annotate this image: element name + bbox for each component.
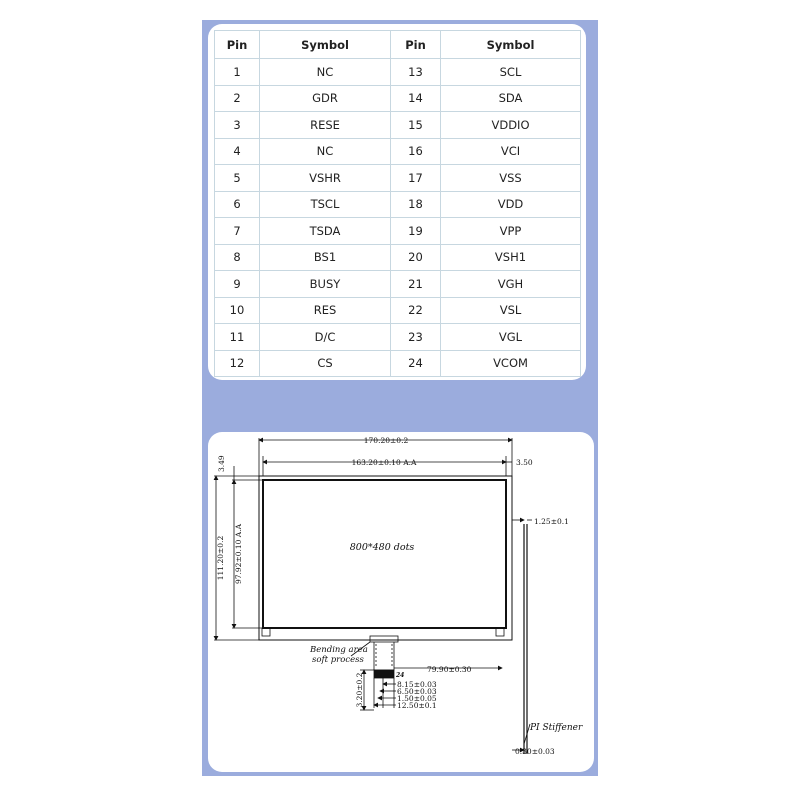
- pin-symbol-cell: GDR: [260, 85, 391, 112]
- pin-table-row: [215, 297, 581, 324]
- fpc-tail: [374, 642, 394, 670]
- panel-outline: [259, 476, 512, 640]
- pin-number-cell: 24: [391, 350, 441, 377]
- pin-number-cell: 3: [215, 112, 260, 139]
- pin-table-row: [215, 191, 581, 218]
- pin-number-cell: 11: [215, 324, 260, 351]
- pin-symbol-cell: RESE: [260, 112, 391, 139]
- dim-outer-height-text: 111.20±0.2: [216, 535, 225, 581]
- bending-label-line2: soft process: [312, 655, 364, 665]
- resolution-label: 800*480 dots: [349, 542, 415, 553]
- dim-fpc-1-text: 8.15±0.03: [397, 680, 437, 689]
- pin-table-row: [215, 59, 581, 86]
- stiffener-label: PI Stiffener: [530, 723, 583, 733]
- pin-table-row: [215, 244, 581, 271]
- pin-symbol-cell: VGL: [441, 324, 581, 351]
- header-pin: Pin: [215, 31, 260, 59]
- dim-outer-width-text: 170.20±0.2: [363, 436, 409, 445]
- pin-symbol-cell: BS1: [260, 244, 391, 271]
- pin-symbol-cell: VSHR: [260, 165, 391, 192]
- fpc-connector: [374, 670, 394, 678]
- pin-number-cell: 17: [391, 165, 441, 192]
- pin-symbol-cell: RES: [260, 297, 391, 324]
- pin-number-cell: 14: [391, 85, 441, 112]
- pin-symbol-cell: D/C: [260, 324, 391, 351]
- pin-table-row: [215, 138, 581, 165]
- dim-right-offset-text: 3.50: [516, 458, 533, 467]
- dim-top-offset-text: 3.49: [217, 455, 226, 472]
- pin-number-cell: 16: [391, 138, 441, 165]
- header-pin: Pin: [391, 31, 441, 59]
- pin-number-cell: 18: [391, 191, 441, 218]
- active-area-outline: [263, 480, 506, 628]
- dim-fpc-offset-text: 79.90±0.30: [427, 665, 472, 674]
- pin-number-cell: 6: [215, 191, 260, 218]
- pin-table-row: [215, 350, 581, 377]
- corner-mark: [496, 628, 504, 636]
- pin-symbol-cell: VCOM: [441, 350, 581, 377]
- pin-number-cell: 19: [391, 218, 441, 245]
- pin-symbol-cell: VSL: [441, 297, 581, 324]
- pin-table-card: [208, 24, 586, 380]
- pin-number-cell: 9: [215, 271, 260, 298]
- pin-table-row: [215, 165, 581, 192]
- pin-table-row: [215, 218, 581, 245]
- pin-number-cell: 20: [391, 244, 441, 271]
- pin-number-cell: 22: [391, 297, 441, 324]
- dimension-drawing: [208, 432, 594, 772]
- pin-symbol-cell: SDA: [441, 85, 581, 112]
- bending-label-line1: Bending area: [310, 645, 368, 655]
- pin-number-cell: 7: [215, 218, 260, 245]
- pin-number-cell: 4: [215, 138, 260, 165]
- dim-fpc-4-text: 12.50±0.1: [397, 701, 437, 710]
- pin-number-cell: 10: [215, 297, 260, 324]
- pin-symbol-cell: TSDA: [260, 218, 391, 245]
- pin-table-row: [215, 324, 581, 351]
- pin-symbol-cell: CS: [260, 350, 391, 377]
- pin-symbol-cell: VCI: [441, 138, 581, 165]
- pin-table-header: [215, 31, 581, 59]
- dim-fpc-3-text: 1.50±0.05: [397, 694, 437, 703]
- header-symbol: Symbol: [260, 31, 391, 59]
- pin-number-cell: 1: [215, 59, 260, 86]
- fpc-tail-inner: [376, 644, 392, 668]
- pin-number-cell: 5: [215, 165, 260, 192]
- pin-symbol-cell: SCL: [441, 59, 581, 86]
- pin-symbol-cell: VDD: [441, 191, 581, 218]
- pin-number-cell: 2: [215, 85, 260, 112]
- pin-symbol-cell: TSCL: [260, 191, 391, 218]
- pin-number-cell: 23: [391, 324, 441, 351]
- pin-table-row: [215, 271, 581, 298]
- pin-symbol-cell: VGH: [441, 271, 581, 298]
- header-symbol: Symbol: [441, 31, 581, 59]
- pin-number-cell: 13: [391, 59, 441, 86]
- fpc-bond: [370, 636, 398, 642]
- dim-fpc-2-text: 6.50±0.03: [397, 687, 437, 696]
- fpc-pin-label: 24: [396, 672, 405, 679]
- pin-symbol-cell: VDDIO: [441, 112, 581, 139]
- dim-thickness-text: 1.25±0.1: [534, 517, 569, 526]
- dim-fpc-height-text: 3.20±0.2: [355, 672, 364, 708]
- dimension-drawing-card: [208, 432, 594, 772]
- pin-symbol-cell: VSH1: [441, 244, 581, 271]
- pin-number-cell: 15: [391, 112, 441, 139]
- pin-number-cell: 21: [391, 271, 441, 298]
- dim-aa-width-text: 163.20±0.10 A.A: [351, 458, 417, 467]
- pin-table-row: [215, 112, 581, 139]
- pin-number-cell: 12: [215, 350, 260, 377]
- pin-symbol-cell: VSS: [441, 165, 581, 192]
- pin-symbol-cell: VPP: [441, 218, 581, 245]
- dim-aa-height-text: 97.92±0.10 A.A: [234, 523, 243, 585]
- corner-mark: [262, 628, 270, 636]
- pin-number-cell: 8: [215, 244, 260, 271]
- dim-stiffener-text: 0.30±0.03: [515, 747, 555, 756]
- pin-table-row: [215, 85, 581, 112]
- pin-symbol-cell: BUSY: [260, 271, 391, 298]
- pin-table: [214, 30, 581, 377]
- pin-symbol-cell: NC: [260, 138, 391, 165]
- pin-symbol-cell: NC: [260, 59, 391, 86]
